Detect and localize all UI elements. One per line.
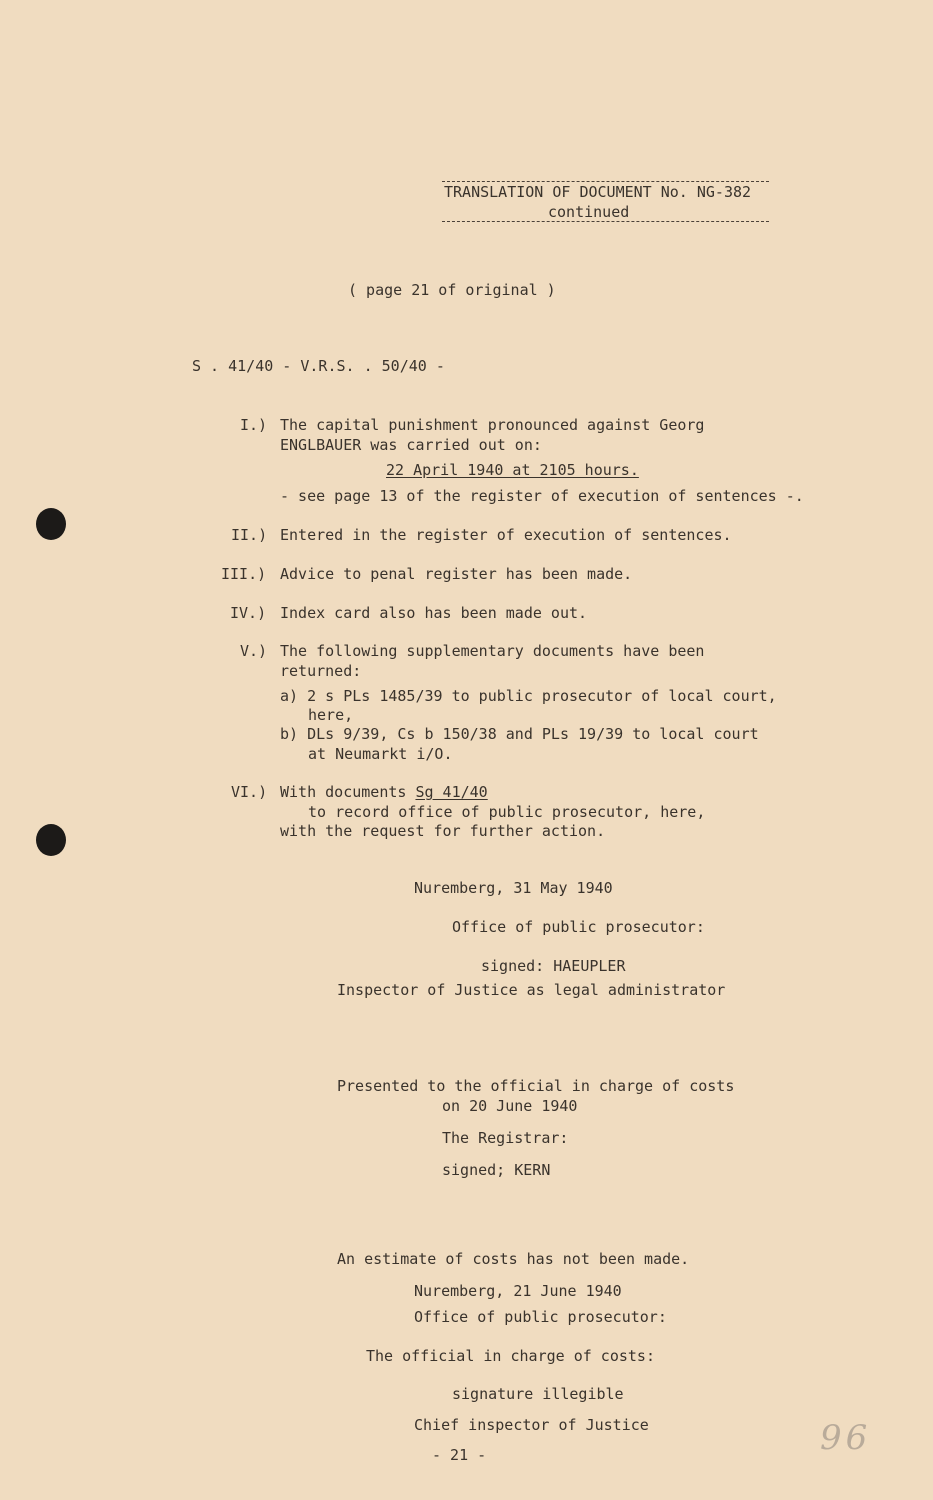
signer-role: Inspector of Justice as legal administrator (337, 981, 726, 999)
registrar-label: The Registrar: (442, 1129, 569, 1147)
pencil-annotation: 96 (820, 1418, 872, 1458)
place-date: Nuremberg, 21 June 1940 (414, 1282, 622, 1300)
item-number: I.) (240, 416, 268, 434)
item-text: ENGLBAUER was carried out on: (280, 436, 542, 454)
sub-item-a: a) 2 s PLs 1485/39 to public prosecutor of local court, (280, 687, 777, 705)
item-number: II.) (231, 526, 268, 544)
item-note: - see page 13 of the register of execution of sentences -. (280, 487, 804, 505)
sub-item-b: b) DLs 9/39, Cs b 150/38 and PLs 19/39 to local court (280, 725, 759, 743)
item-number: IV.) (230, 604, 267, 622)
page-reference: ( page 21 of original ) (348, 281, 556, 299)
item-text: Advice to penal register has been made. (280, 565, 633, 583)
sub-item-b-cont: at Neumarkt i/O. (308, 745, 453, 763)
page-number: - 21 - (432, 1446, 487, 1464)
item-number: III.) (221, 565, 267, 583)
item-text: returned: (280, 662, 362, 680)
header-rule-bottom (442, 221, 769, 222)
item-text: The capital punishment pronounced against Georg (280, 416, 705, 434)
punch-hole-bottom (36, 824, 66, 856)
estimate-line: An estimate of costs has not been made. (337, 1250, 690, 1268)
document-title: TRANSLATION OF DOCUMENT No. NG-382 (444, 183, 752, 201)
item-text: The following supplementary documents have been (280, 642, 705, 660)
office-label: Office of public prosecutor: (414, 1308, 667, 1326)
costs-date: on 20 June 1940 (442, 1097, 578, 1115)
file-reference: S . 41/40 - V.R.S. . 50/40 - (192, 357, 445, 375)
header-rule-top (442, 181, 769, 182)
item-text: with the request for further action. (280, 822, 606, 840)
item-number: V.) (240, 642, 268, 660)
punch-hole-top (36, 508, 66, 540)
signed-line: signed: HAEUPLER (481, 957, 626, 975)
signer-role: Chief inspector of Justice (414, 1416, 649, 1434)
signature-note: signature illegible (452, 1385, 624, 1403)
item-text: Entered in the register of execution of sentences. (280, 526, 732, 544)
execution-date: 22 April 1940 at 2105 hours. (386, 461, 639, 479)
official-label: The official in charge of costs: (366, 1347, 655, 1365)
registrar-signed: signed; KERN (442, 1161, 551, 1179)
item-number: VI.) (231, 783, 268, 801)
document-subtitle: continued (548, 203, 630, 221)
item-text: to record office of public prosecutor, here, (308, 803, 706, 821)
place-date: Nuremberg, 31 May 1940 (414, 879, 613, 897)
sub-item-a-cont: here, (308, 706, 354, 724)
item-text: Index card also has been made out. (280, 604, 588, 622)
item-text: With documents Sg 41/40 (280, 783, 488, 801)
costs-line: Presented to the official in charge of costs (337, 1077, 735, 1095)
office-label: Office of public prosecutor: (452, 918, 705, 936)
